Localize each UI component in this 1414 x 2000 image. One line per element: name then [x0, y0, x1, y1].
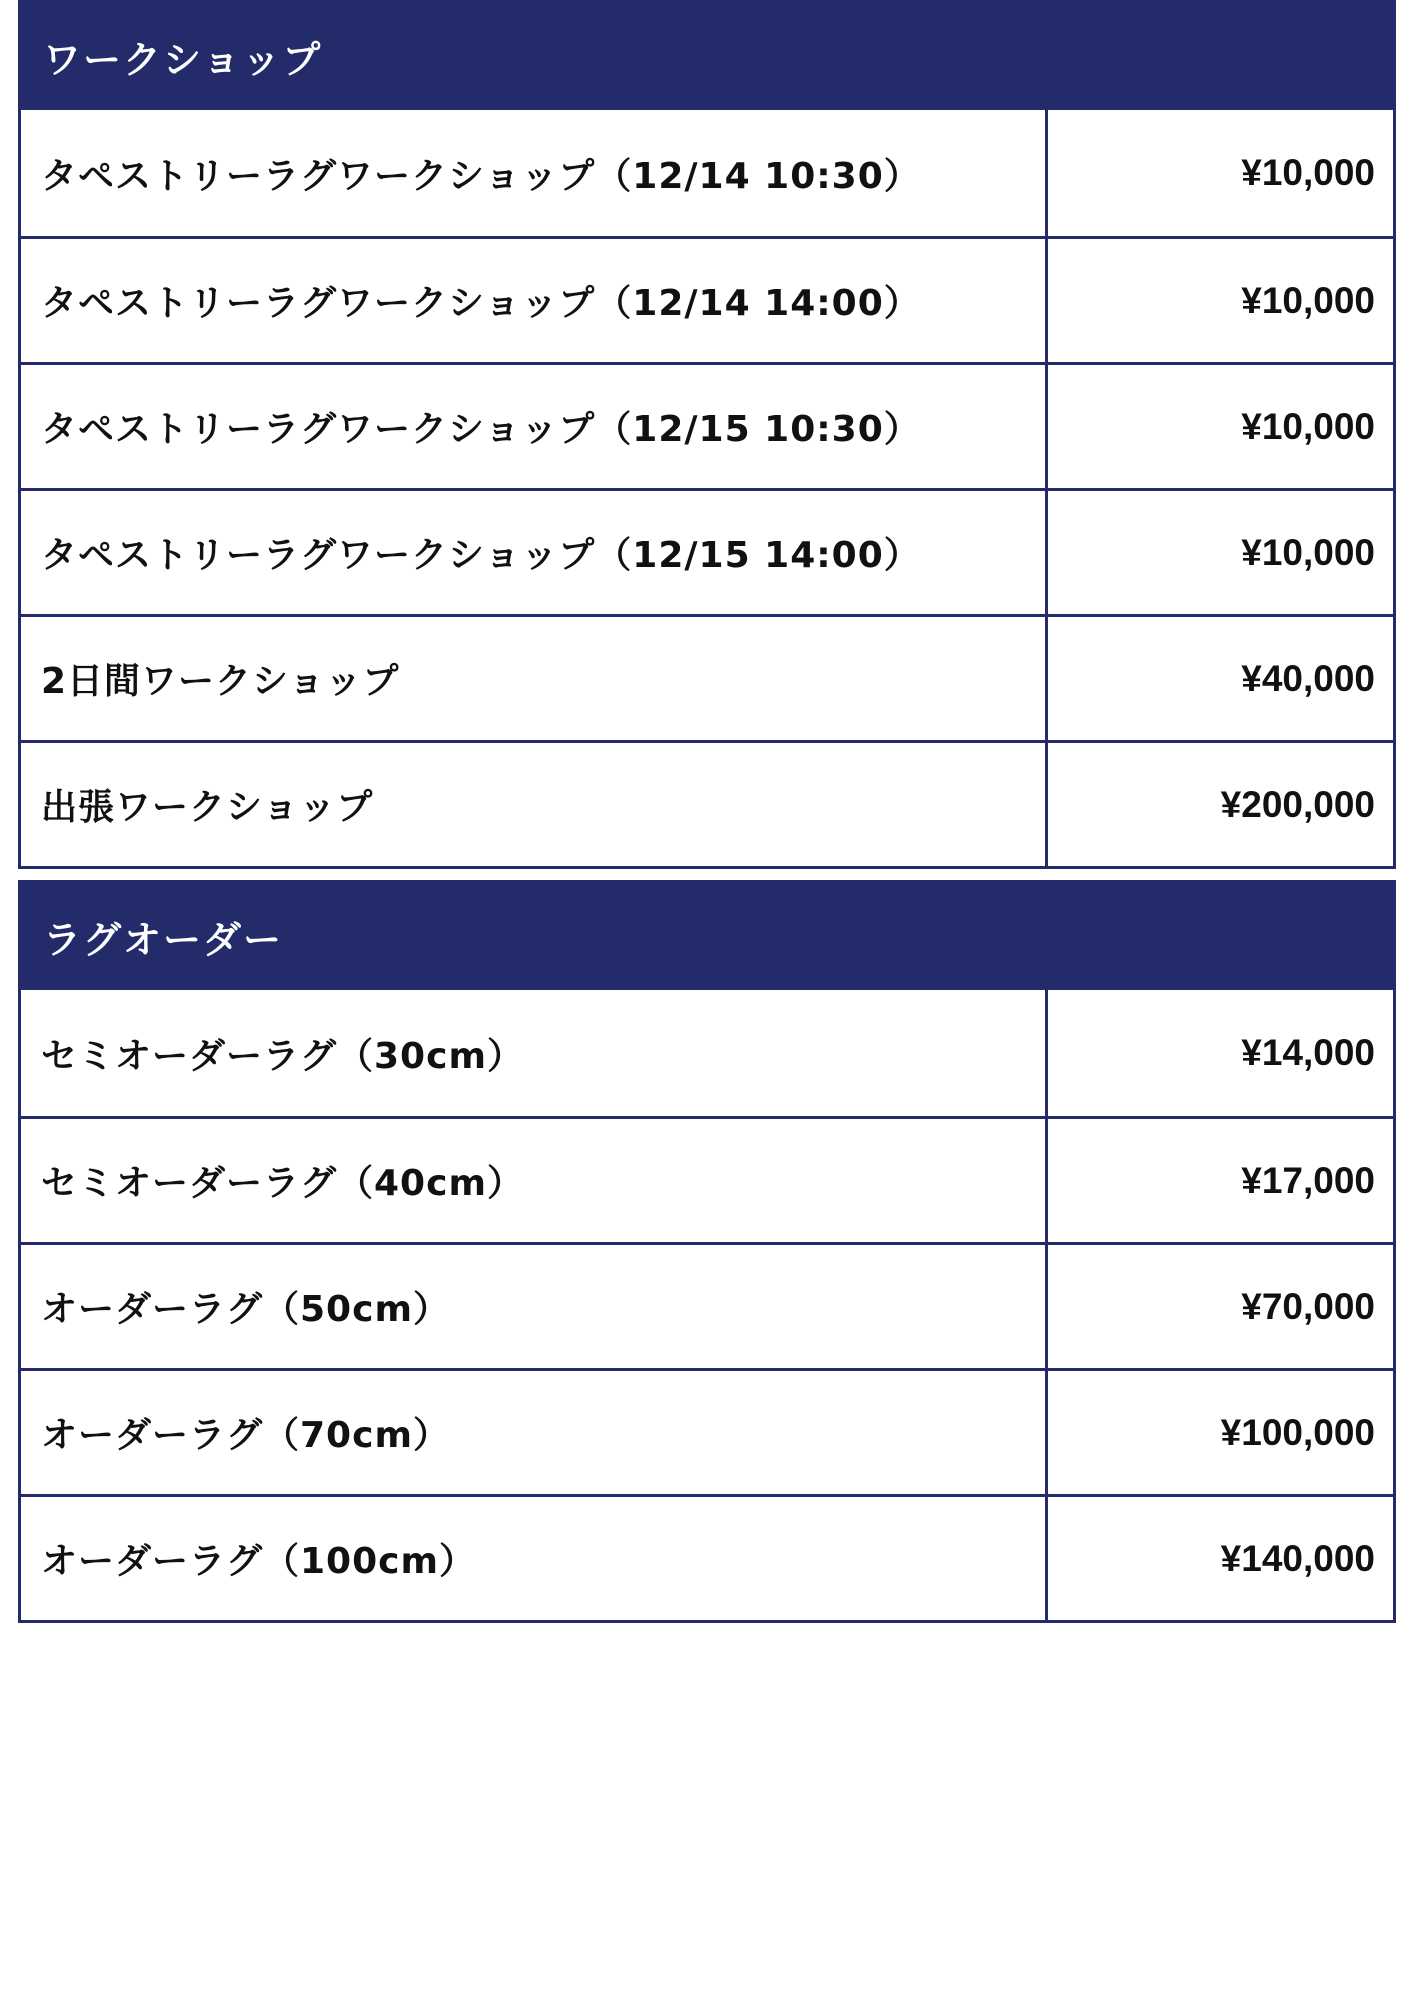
table-row — [21, 1368, 1393, 1494]
item-price: ¥10,000 — [1241, 531, 1375, 573]
item-price: ¥140,000 — [1220, 1537, 1375, 1579]
workshop-price-table — [18, 0, 1396, 869]
section-title: ラグオーダー — [43, 918, 284, 962]
table-row — [21, 236, 1393, 362]
item-name: オーダーラグ（50cm） — [21, 1245, 1048, 1368]
item-name: セミオーダーラグ（40cm） — [21, 1119, 1048, 1242]
item-name: タペストリーラグワークショップ（12/15 10:30） — [21, 365, 1048, 488]
table-row — [21, 614, 1393, 740]
table-row — [21, 1494, 1393, 1620]
table-row — [21, 362, 1393, 488]
item-name: タペストリーラグワークショップ（12/15 14:00） — [21, 491, 1048, 614]
table-body — [21, 990, 1393, 1620]
table-row — [21, 740, 1393, 866]
table-row — [21, 990, 1393, 1116]
item-price: ¥40,000 — [1241, 657, 1375, 699]
item-name: タペストリーラグワークショップ（12/14 14:00） — [21, 239, 1048, 362]
table-row — [21, 1116, 1393, 1242]
item-price: ¥10,000 — [1241, 152, 1375, 193]
section-header-workshop — [21, 3, 1393, 110]
item-name: 出張ワークショップ — [21, 743, 1048, 866]
item-price: ¥10,000 — [1241, 405, 1375, 447]
item-name: オーダーラグ（70cm） — [21, 1371, 1048, 1494]
item-name: オーダーラグ（100cm） — [21, 1497, 1048, 1620]
item-name: セミオーダーラグ（30cm） — [21, 990, 1048, 1116]
table-row — [21, 1242, 1393, 1368]
item-price: ¥100,000 — [1220, 1411, 1375, 1453]
section-header-rug-order — [21, 883, 1393, 990]
table-body — [21, 110, 1393, 866]
item-price: ¥17,000 — [1241, 1159, 1375, 1201]
rug-order-price-table — [18, 880, 1396, 1623]
item-name: 2日間ワークショップ — [21, 617, 1048, 740]
item-price: ¥14,000 — [1241, 1032, 1375, 1073]
item-price: ¥10,000 — [1241, 279, 1375, 321]
item-name: タペストリーラグワークショップ（12/14 10:30） — [21, 110, 1048, 236]
table-row — [21, 110, 1393, 236]
table-row — [21, 488, 1393, 614]
item-price: ¥70,000 — [1241, 1285, 1375, 1327]
item-price: ¥200,000 — [1220, 783, 1375, 825]
section-title: ワークショップ — [43, 38, 323, 82]
